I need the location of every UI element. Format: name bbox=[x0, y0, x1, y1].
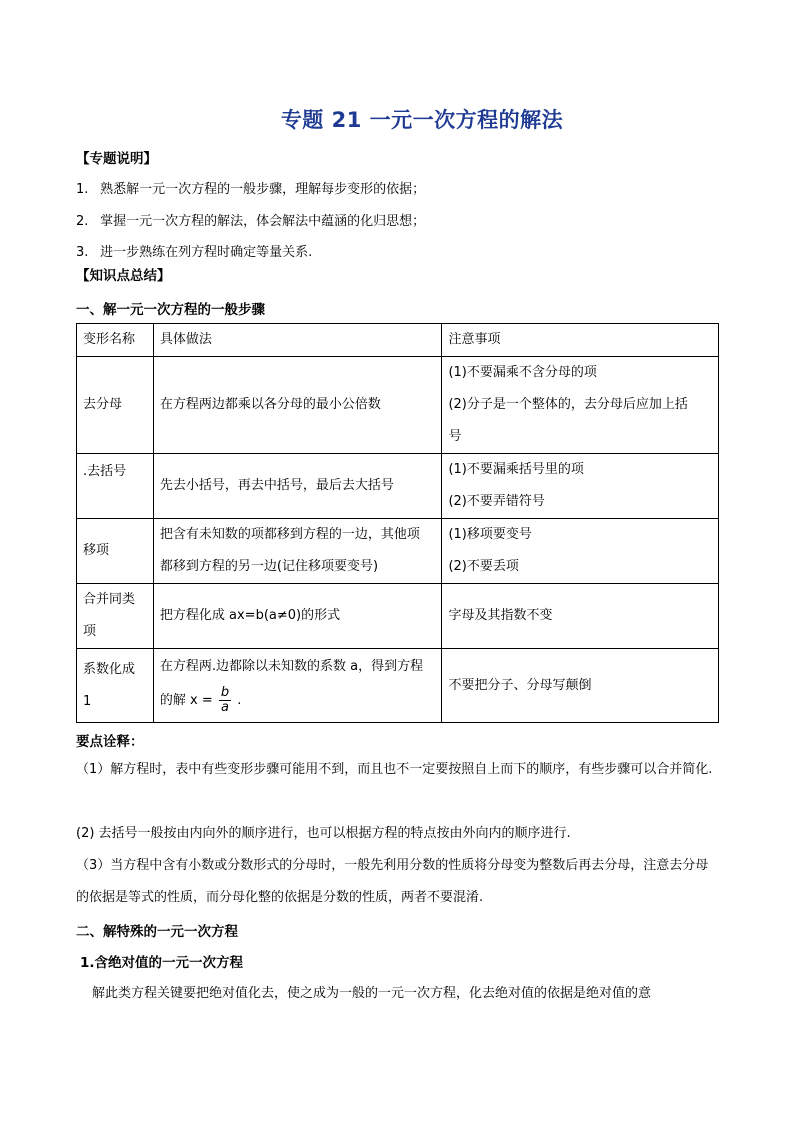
name-line: 系数化成 bbox=[83, 661, 136, 677]
step-method bbox=[153, 519, 442, 584]
name-line: 合并同类 bbox=[83, 592, 136, 607]
method-prefix: 的解 x = bbox=[159, 692, 213, 708]
key-point: (2) 去括号一般按由内向外的顺序进行，也可以根据方程的特点按由外向内的顺序进行. bbox=[76, 826, 571, 841]
key-point: （3）当方程中含有小数或分数形式的分母时，一般先利用分数的性质将分母变为整数后再去分母，注意去分母的依据是等式的性质，而分母化整的依据是分数的性质，两者不要混淆. bbox=[76, 858, 709, 905]
table-header: 注意事项 bbox=[442, 324, 719, 357]
note-line: (2)分子是一个整体的，去分母后应加上括 bbox=[448, 397, 688, 412]
method-line: 在方程两.边都除以未知数的系数 a，得到方程 bbox=[159, 658, 424, 674]
step-notes: 字母及其指数不变 bbox=[442, 584, 719, 649]
fraction-numerator: b bbox=[220, 684, 230, 700]
item-number: 2. bbox=[76, 214, 89, 229]
key-heading: 要点诠释： bbox=[76, 734, 144, 750]
step-method: 先去小括号，再去中括号，最后去大括号 bbox=[153, 454, 442, 519]
table-row bbox=[77, 649, 719, 723]
step-method: 在方程两边都乘以各分母的最小公倍数 bbox=[153, 357, 442, 454]
fraction-denominator: a bbox=[221, 699, 229, 715]
fraction bbox=[219, 686, 231, 715]
step-notes: 不要把分子、分母写颠倒 bbox=[442, 649, 719, 723]
note-line: (1)移项要变号 bbox=[448, 527, 532, 542]
name-line: 1 bbox=[83, 693, 92, 709]
topic-heading: 【专题说明】 bbox=[76, 151, 157, 167]
table-row bbox=[77, 519, 719, 584]
topic-item bbox=[76, 178, 425, 197]
table-header: 变形名称 bbox=[77, 324, 154, 357]
steps-table bbox=[76, 323, 719, 723]
step-name bbox=[77, 649, 154, 723]
name-line: 项 bbox=[83, 624, 97, 639]
method-line: 都移到方程的另一边(记住移项要变号) bbox=[159, 559, 379, 574]
step-notes bbox=[442, 357, 719, 454]
note-line: (2)不要弄错符号 bbox=[448, 494, 545, 509]
key-point: （1）解方程时，表中有些变形步骤可能用不到，而且也不一定要按照自上而下的顺序，有些步骤可以合并简化. bbox=[76, 762, 713, 777]
note-line: 号 bbox=[448, 429, 462, 444]
table-row bbox=[77, 454, 719, 519]
item-text: 熟悉解一元一次方程的一般步骤，理解每步变形的依据； bbox=[100, 182, 426, 197]
method-line bbox=[160, 682, 436, 720]
step-name bbox=[77, 584, 154, 649]
item-text: 进一步熟练在列方程时确定等量关系. bbox=[100, 245, 313, 260]
section-heading-2: 二、解特殊的一元一次方程 bbox=[76, 924, 238, 940]
section-heading-1: 一、解一元一次方程的一般步骤 bbox=[76, 302, 265, 318]
table-row bbox=[77, 357, 719, 454]
table-header-row bbox=[77, 324, 719, 357]
step-name: 去分母 bbox=[77, 357, 154, 454]
step-notes bbox=[442, 454, 719, 519]
table-header: 具体做法 bbox=[153, 324, 442, 357]
item-number: 1. bbox=[76, 182, 89, 197]
step-name: .去括号 bbox=[77, 454, 154, 519]
table-row bbox=[77, 584, 719, 649]
step-method: 把方程化成 ax=b(a≠0)的形式 bbox=[153, 584, 442, 649]
step-notes bbox=[442, 519, 719, 584]
summary-heading: 【知识点总结】 bbox=[76, 268, 171, 284]
note-line: (1)不要漏乘不含分母的项 bbox=[448, 365, 597, 380]
step-name: 移项 bbox=[77, 519, 154, 584]
subsection-heading: 1.含绝对值的一元一次方程 bbox=[80, 955, 244, 971]
note-line: (2)不要丢项 bbox=[448, 559, 519, 574]
method-line: 把含有未知数的项都移到方程的一边，其他项 bbox=[159, 527, 420, 542]
page-title: 专题 21 一元一次方程的解法 bbox=[280, 108, 564, 132]
item-text: 掌握一元一次方程的解法，体会解法中蕴涵的化归思想； bbox=[100, 214, 426, 229]
topic-item bbox=[76, 241, 312, 260]
note-line: (1)不要漏乘括号里的项 bbox=[448, 462, 584, 477]
topic-item bbox=[76, 210, 425, 229]
step-method bbox=[153, 649, 442, 723]
item-number: 3. bbox=[76, 245, 89, 260]
subsection-text: 解此类方程关键要把绝对值化去，使之成为一般的一元一次方程，化去绝对值的依据是绝对值的意 bbox=[92, 986, 652, 1001]
method-suffix: . bbox=[237, 692, 242, 708]
